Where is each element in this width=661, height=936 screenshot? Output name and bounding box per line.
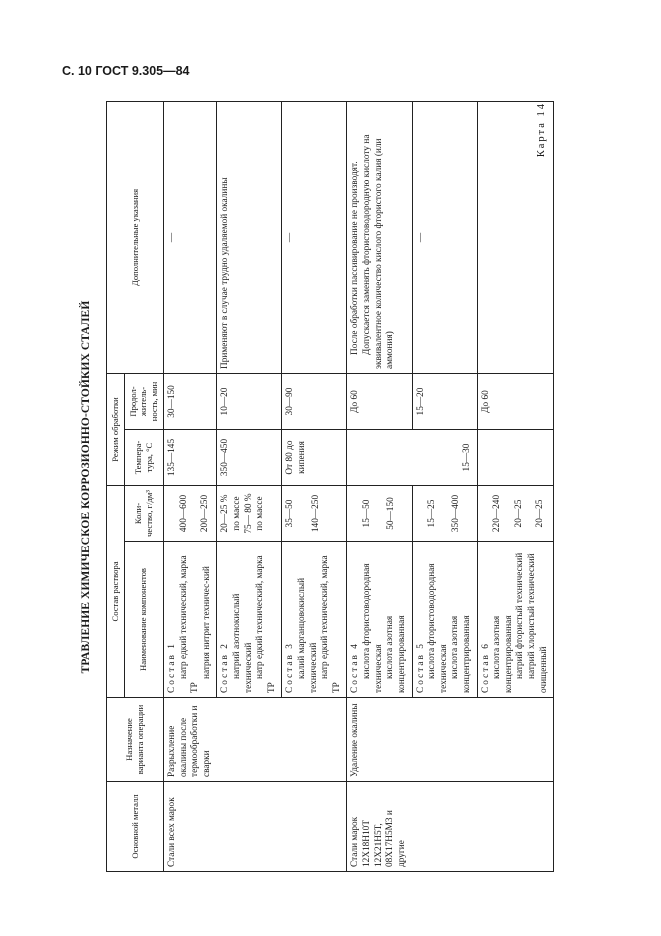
header-quantity: Коли-чество, г/дм³ <box>124 486 163 542</box>
quantity-value: 20—25 <box>535 499 546 528</box>
quantity-value: 140—250 <box>311 494 322 533</box>
note-text: После обработки пассивирование не производят. <box>350 161 361 355</box>
note-dash: — <box>415 232 426 243</box>
note-dash: — <box>285 232 296 243</box>
quantity-value: 220—240 <box>492 494 503 533</box>
header-mode: Режим обработки <box>107 373 125 485</box>
cell-components <box>477 542 554 698</box>
etching-table <box>106 101 554 872</box>
component: натр едкий технический, марка ТР <box>320 555 342 693</box>
cell-quantity <box>163 486 216 542</box>
card-label: Карта 14 <box>536 102 547 158</box>
cell-components <box>347 542 412 698</box>
cell-temperature <box>477 430 554 486</box>
cell-components <box>217 542 282 698</box>
cell-duration: 10—20 <box>217 373 282 429</box>
cell-note <box>282 101 347 373</box>
page-header: С. 10 ГОСТ 9.305—84 <box>62 64 190 78</box>
table-row <box>163 101 216 871</box>
component: натр едкий технический, марка ТР <box>255 555 277 693</box>
component: кислота азотная концентрированная <box>385 615 407 693</box>
composition-title: Состав 6 <box>480 642 491 693</box>
cell-temperature: 15—30 <box>347 430 477 486</box>
composition-title: Состав 3 <box>285 642 296 693</box>
component: натрий хлористый технический очищенный <box>527 553 549 693</box>
cell-quantity <box>217 486 282 542</box>
header-base-metal: Основной металл <box>107 782 164 872</box>
cell-temperature: 135—145 <box>163 430 216 486</box>
table-row <box>347 101 412 871</box>
component: натрия нитрит техничес-кий <box>201 566 212 679</box>
component: натр едкий технический, марка ТР <box>178 555 201 693</box>
component: натрий азотнокислый технический <box>231 593 254 693</box>
document-title: ТРАВЛЕНИЕ ХИМИЧЕСКОЕ КОРРОЗИОННО-СТОЙКИХ СТАЛЕЙ <box>80 300 92 674</box>
cell-metal: Стали всех марок <box>163 782 347 872</box>
quantity-value: 15—25 <box>427 499 438 528</box>
cell-metal: Стали марок 12Х18Н10Т 12Х21Н5Т, 08Х17Н5М3 и другие <box>347 782 554 872</box>
cell-quantity <box>347 486 412 542</box>
quantity-value: 350—400 <box>450 494 461 533</box>
component: кислота фтористоводородная техническая <box>427 563 449 693</box>
composition-title: Состав 4 <box>350 642 361 693</box>
component: кислота азотная концентрированная <box>492 615 514 693</box>
component: кислота фтористоводородная техническая <box>362 563 384 693</box>
header-variant: Назначение варианта операции <box>107 698 164 782</box>
header-component-names: Наименование компонентов <box>124 542 163 698</box>
component: натрий фтористый технический <box>515 552 526 679</box>
cell-note <box>477 101 554 373</box>
quantity-value: 20—25 <box>513 499 524 528</box>
composition-title: Состав 5 <box>415 642 426 693</box>
header-duration: Продол-житель-ность, мин <box>124 373 163 429</box>
quantity-value: 15—50 <box>362 499 373 528</box>
cell-duration: До 60 <box>477 373 554 429</box>
cell-quantity <box>282 486 347 542</box>
quantity-value: 20—25 % по массе <box>220 494 242 533</box>
cell-duration: 15—20 <box>412 373 477 429</box>
component: калий марганцовокислый технический <box>297 577 319 693</box>
quantity-value: 35—50 <box>285 499 296 528</box>
quantity-value: 50—150 <box>385 497 396 530</box>
cell-temperature: 350—450 <box>217 430 282 486</box>
cell-duration: 30—150 <box>163 373 216 429</box>
quantity-value: 200—250 <box>200 494 211 533</box>
composition-title: Состав 1 <box>166 642 177 693</box>
cell-duration: До 60 <box>347 373 412 429</box>
quantity-value: 75— 80 % по массе <box>243 493 266 534</box>
cell-duration: 30—90 <box>282 373 347 429</box>
component: кислота азотная концентрированная <box>450 615 472 693</box>
cell-note <box>412 101 477 373</box>
cell-note: Применяют в случае трудно удаляемой окалины <box>217 101 282 373</box>
header-temperature: Темпера-тура, °С <box>124 430 163 486</box>
cell-quantity <box>412 486 477 542</box>
header-composition: Состав раствора <box>107 486 125 698</box>
cell-note <box>163 101 216 373</box>
cell-components <box>282 542 347 698</box>
cell-note <box>347 101 412 373</box>
cell-variant: Разрыхление окалины после термообработки и сварки <box>163 698 347 782</box>
header-notes: Дополнительные указания <box>107 101 164 373</box>
note-text: Допускается заменять фтористоводородную кислоту на эквивалентное количество кислого фтористого калия (или аммония) <box>362 134 396 369</box>
composition-title: Состав 2 <box>220 642 231 693</box>
cell-temperature: От 80 до кипения <box>282 430 347 486</box>
rotated-page-content <box>82 102 582 872</box>
cell-components <box>412 542 477 698</box>
cell-components <box>163 542 216 698</box>
quantity-value: 400—600 <box>178 494 189 533</box>
cell-quantity <box>477 486 554 542</box>
cell-variant: Удаление окалины <box>347 698 554 782</box>
note-dash: — <box>166 232 177 243</box>
